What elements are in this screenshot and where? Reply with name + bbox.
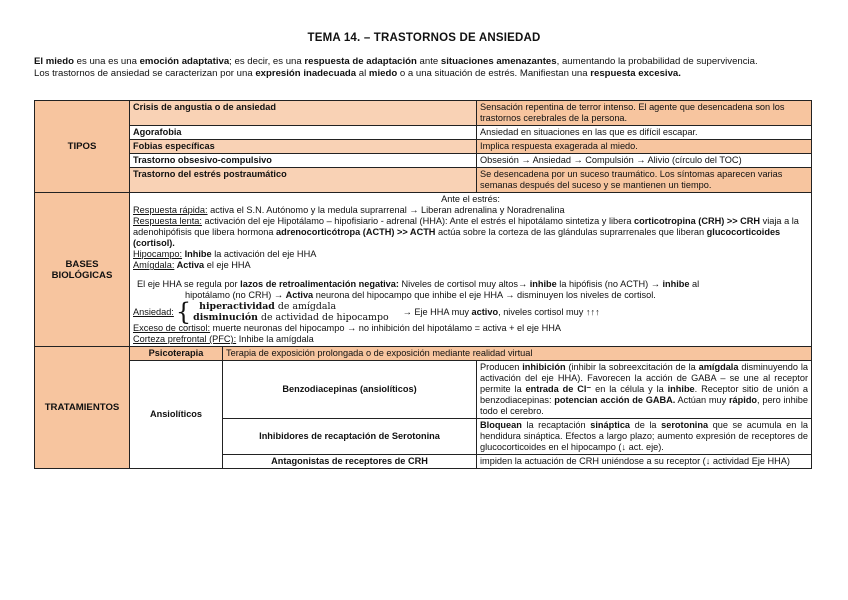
text: entrada de Cl⁻ — [525, 384, 592, 394]
text: Producen — [480, 362, 523, 372]
bases-rapida — [133, 205, 808, 216]
text: Inhibe la amígdala — [236, 334, 314, 344]
text: Actúan muy — [675, 395, 729, 405]
ansioliticos-label: Ansiolíticos — [130, 361, 223, 469]
intro-text: ; es decir, es una — [229, 56, 305, 67]
text: activación del eje Hipotálamo – hipofisiario - adrenal (HHA): Ante el estrés el hipotálamo sintetiza y libera — [201, 216, 634, 226]
bases-lenta — [133, 216, 808, 249]
intro-text: ante — [416, 56, 441, 67]
text: al — [689, 279, 700, 289]
tipo-desc: Se desencadena por un suceso traumático. Los síntomas aparecen varias semanas después del suceso y se mantienen un tiempo. — [477, 168, 812, 193]
treatment-desc — [477, 361, 812, 419]
text: amígdala — [698, 362, 739, 372]
intro-text: miedo — [368, 67, 398, 79]
treatment-name: Antagonistas de receptores de CRH — [223, 455, 477, 469]
bases-amigdala — [133, 260, 808, 271]
bases-eje-2 — [133, 290, 808, 301]
text: viaja a la adenohipófisis que libera hormona — [133, 216, 799, 237]
text: hipotálamo (no CRH) → — [185, 290, 286, 300]
bases-eje — [133, 279, 808, 290]
text: rápido — [728, 395, 758, 405]
tipo-desc: Sensación repentina de terror intenso. El agente que desencadena son los trastornos cerebrales de la persona. — [477, 101, 812, 126]
text: , niveles cortisol muy ↑↑↑ — [498, 306, 600, 317]
text: activo — [471, 306, 499, 317]
tipo-name: Crisis de angustia o de ansiedad — [130, 101, 477, 126]
intro-text: situaciones amenazantes — [440, 56, 557, 67]
tipo-name: Trastorno del estrés postraumático — [130, 168, 477, 193]
psicoterapia-desc: Terapia de exposición prolongada o de exposición mediante realidad virtual — [223, 347, 812, 361]
text: disminución — [193, 312, 259, 323]
text: inhibición — [522, 362, 566, 372]
text: glucocorticoides (cortisol). — [133, 227, 781, 248]
intro-text: o a una situación de estrés. Manifiestan una — [397, 67, 591, 79]
text: el eje HHA — [204, 260, 251, 270]
text: El eje HHA se regula por — [137, 279, 241, 289]
text: Niveles de cortisol muy altos→ — [398, 279, 530, 289]
ansiedad-result — [403, 307, 600, 318]
bases-exceso — [133, 323, 808, 334]
text: de la — [630, 420, 662, 430]
table-row — [35, 168, 812, 193]
bases-ansiedad — [133, 298, 808, 326]
intro-text: El miedo — [34, 56, 74, 67]
anxiety-table — [34, 100, 812, 469]
text: impiden la actuación de CRH uniéndose a su receptor (↓ actividad Eje HHA) — [480, 456, 790, 466]
treatment-name: Benzodiacepinas (ansiolíticos) — [223, 361, 477, 419]
text: Activa — [174, 260, 205, 270]
text: lazos de retroalimentación negativa: — [240, 279, 399, 289]
intro-text: emoción adaptativa — [139, 56, 230, 67]
text: disminuyendo la activación del eje HHA). Favorecen la acción de GABA – se une al receptor permite la — [480, 362, 809, 394]
text: potencian acción de GABA. — [554, 395, 676, 405]
tipo-desc: Implica respuesta exagerada al miedo. — [477, 140, 812, 154]
intro-text: Los trastornos de ansiedad se caracterizan por una — [34, 67, 256, 79]
tipo-desc: Obsesión → Ansiedad → Compulsión → Alivio (círculo del TOC) — [477, 154, 812, 168]
table-row — [35, 154, 812, 168]
text: → Eje HHA muy — [402, 306, 472, 317]
text: de amígdala — [274, 301, 337, 312]
text: neurona del hipocampo que inhibe el eje HHA → disminuyen los niveles de cortisol. — [313, 290, 656, 300]
text: de actividad de hipocampo — [258, 312, 389, 323]
text: la recaptación — [521, 420, 591, 430]
text: adrenocorticótropa (ACTH) >> ACTH — [276, 227, 436, 237]
bases-hipocampo — [133, 249, 808, 260]
text: Activa — [285, 290, 314, 300]
tipo-name: Fobias específicas — [130, 140, 477, 154]
table-row — [35, 193, 812, 347]
tipo-name: Agorafobia — [130, 126, 477, 140]
table-row — [35, 347, 812, 361]
label: Respuesta lenta: — [133, 216, 202, 226]
text: actúa sobre la corteza de las glándulas suprarrenales que liberan — [435, 227, 707, 237]
text: inhibe — [662, 279, 690, 289]
treatment-name: Inhibidores de recaptación de Serotonina — [223, 419, 477, 455]
text: inhibe — [529, 279, 557, 289]
text: activa el S.N. Autónomo y la medula suprarrenal → Liberan adrenalina y Noradrenalina — [207, 205, 565, 215]
text: hiperactividad — [199, 301, 275, 312]
text: serotonina — [661, 420, 709, 430]
treatment-desc — [477, 419, 812, 455]
section-label-bases: BASES BIOLÓGICAS — [35, 193, 130, 347]
text: muerte neuronas del hipocampo → no inhibición del hipotálamo = activa + el eje HHA — [210, 323, 561, 333]
table-row — [35, 126, 812, 140]
text: Inhibe — [182, 249, 212, 259]
bases-ante: Ante el estrés: — [441, 194, 500, 204]
label: Exceso de cortisol: — [133, 323, 211, 333]
label: Amígdala: — [133, 260, 175, 270]
bases-content — [130, 193, 812, 347]
label: Ansiedad: — [133, 306, 174, 317]
treatment-desc — [477, 455, 812, 469]
text: la activación del eje HHA — [211, 249, 317, 259]
document-title: TEMA 14. – TRASTORNOS DE ANSIEDAD — [307, 32, 541, 44]
ansiedad-items — [193, 301, 388, 323]
text: (inhibir la sobreexcitación de la — [565, 362, 699, 372]
label: Hipocampo: — [133, 249, 183, 259]
section-label-tipos: TIPOS — [35, 101, 130, 193]
text: inhibe — [667, 384, 695, 394]
intro-line-1 — [34, 56, 814, 68]
table-row — [35, 140, 812, 154]
text: . Receptor sitio de unión a benzodiacepinas: — [480, 384, 809, 405]
intro-text: es una es una — [73, 56, 140, 67]
intro-line-2 — [34, 68, 814, 80]
tipo-name: Trastorno obsesivo-compulsivo — [130, 154, 477, 168]
intro-text: al — [356, 67, 369, 79]
intro-text: , aumentando la probabilidad de supervivencia. — [556, 56, 758, 67]
spacer — [133, 271, 808, 279]
section-label-tratamientos: TRATAMIENTOS — [35, 347, 130, 469]
text: sináptica — [590, 420, 631, 430]
table-row — [35, 361, 812, 419]
intro-paragraph — [34, 56, 814, 79]
label: Respuesta rápida: — [133, 205, 208, 215]
intro-text: respuesta excesiva. — [590, 67, 681, 79]
text: que se acumula en la hendidura sináptica. Efectos a largo plazo; aumento expresión de receptores de glucocorticoides en el hipocampo (↓ act. eje). — [480, 420, 809, 452]
table-row — [35, 101, 812, 126]
brace-symbol: { — [175, 298, 192, 326]
ansiedad-item — [193, 312, 388, 323]
text: la hipófisis (no ACTH) → — [556, 279, 663, 289]
intro-text: respuesta de adaptación — [304, 56, 417, 67]
text: , pero inhibe todo el cerebro. — [480, 395, 808, 416]
label: Corteza prefrontal (PFC): — [133, 334, 237, 344]
ansiedad-item — [193, 301, 388, 312]
text: Bloquean — [480, 420, 522, 430]
text: corticotropina (CRH) >> CRH — [633, 216, 761, 226]
psicoterapia-label: Psicoterapia — [130, 347, 223, 361]
text: en la célula y la — [591, 384, 668, 394]
tipo-desc: Ansiedad en situaciones en las que es difícil escapar. — [477, 126, 812, 140]
bases-corteza — [133, 334, 808, 345]
intro-text: expresión inadecuada — [255, 67, 357, 79]
